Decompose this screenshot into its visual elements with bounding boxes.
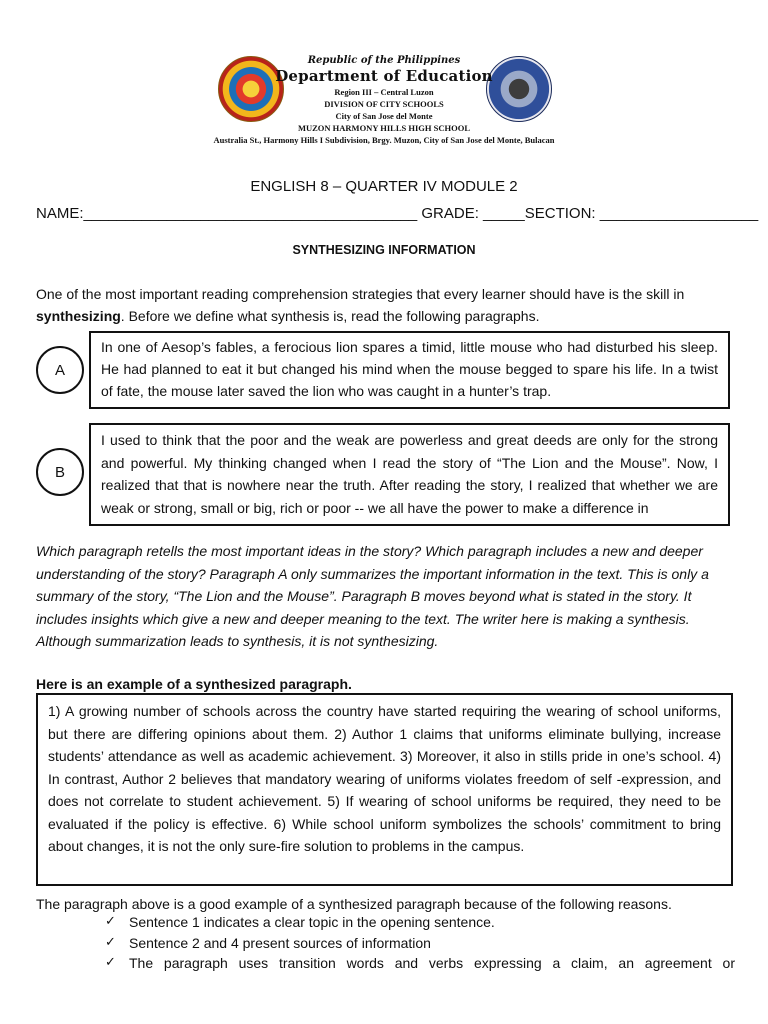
header-city: City of San Jose del Monte: [335, 111, 433, 121]
list-item: ✓ Sentence 1 indicates a clear topic in the opening sentence.: [105, 912, 735, 933]
explanation-paragraph: Which paragraph retells the most important ideas in the story? Which paragraph includes a new and deeper understanding of the story? Paragraph A only summarizes the important information in the text. This is only a summary of the story, “The Lion and the Mouse”. Paragraph B moves beyond what is stated in the story. It includes insights which give a new and deeper meaning to the text. The writer here is making a synthesis. Although summarization leads to synthesis, it is not synthesizing.: [36, 543, 709, 649]
section-title: SYNTHESIZING INFORMATION: [292, 243, 476, 257]
list-item: ✓ The paragraph uses transition words and verbs expressing a claim, an agreement or: [105, 953, 735, 974]
intro-bold-term: synthesizing: [36, 308, 121, 324]
header-school: MUZON HARMONY HILLS HIGH SCHOOL: [297, 123, 471, 133]
name-grade-section-line: NAME:________________________________________ GRADE: _____SECTION: ___________________: [36, 205, 759, 222]
checkmark-icon: ✓: [105, 955, 116, 970]
reasons-list: [105, 912, 735, 974]
header-department: Department of Education: [275, 67, 493, 85]
example-heading: Here is an example of a synthesized paragraph.: [36, 676, 352, 692]
paragraph-a-box: In one of Aesop’s fables, a ferocious lion spares a timid, little mouse who had disturbed his sleep. He had planned to eat it but changed his mind when the mouse begged to spare his life. In a twist of fate, the mouse later saved the lion who was caught in a hunter’s trap.: [89, 331, 730, 409]
intro-paragraph: One of the most important reading comprehension strategies that every learner should have is the skill in synthesizing. Before we define what synthesis is, read the following paragraphs.: [36, 286, 685, 324]
header-region: Region III – Central Luzon: [334, 87, 434, 97]
conclusion-text: The paragraph above is a good example of a synthesized paragraph because of the following reasons.: [36, 896, 672, 912]
paragraph-b-label: B: [36, 448, 84, 496]
checkmark-icon: ✓: [105, 934, 116, 950]
module-title: ENGLISH 8 – QUARTER IV MODULE 2: [250, 178, 518, 195]
header-address: Australia St., Harmony Hills I Subdivision, Brgy. Muzon, City of San Jose del Monte, Bulacan: [213, 135, 555, 145]
header-republic: Republic of the Philippines: [307, 55, 461, 66]
header-division: DIVISION OF CITY SCHOOLS: [324, 99, 444, 109]
paragraph-b-box: I used to think that the poor and the weak are powerless and great deeds are only for the strong and powerful. My thinking changed when I read the story of “The Lion and the Mouse”. Now, I realized that that is nowhere near the truth. After reading the story, I realized that whether we are weak or strong, small or big, rich or poor -- we all have the power to make a difference in: [89, 423, 730, 526]
list-item: ✓ Sentence 2 and 4 present sources of information: [105, 933, 735, 954]
paragraph-a-label: A: [36, 346, 84, 394]
example-paragraph-box: 1) A growing number of schools across the country have started requiring the wearing of school uniforms, but there are differing opinions about them. 2) Author 1 claims that uniforms eliminate bullying, increase students’ attendance as well as academic achievement. 3) Moreover, it also in stills pride in one’s school. 4) In contrast, Author 2 believes that mandatory wearing of uniforms violates freedom of self -expression, and does not correlate to student achievement. 5) If wearing of school uniforms be required, they need to be evaluated if the policy is effective. 6) While school uniform symbolizes the schools’ commitment to bring about changes, it is not the only sure-fire solution to problems in the campus.: [36, 693, 733, 886]
checkmark-icon: ✓: [105, 914, 116, 929]
